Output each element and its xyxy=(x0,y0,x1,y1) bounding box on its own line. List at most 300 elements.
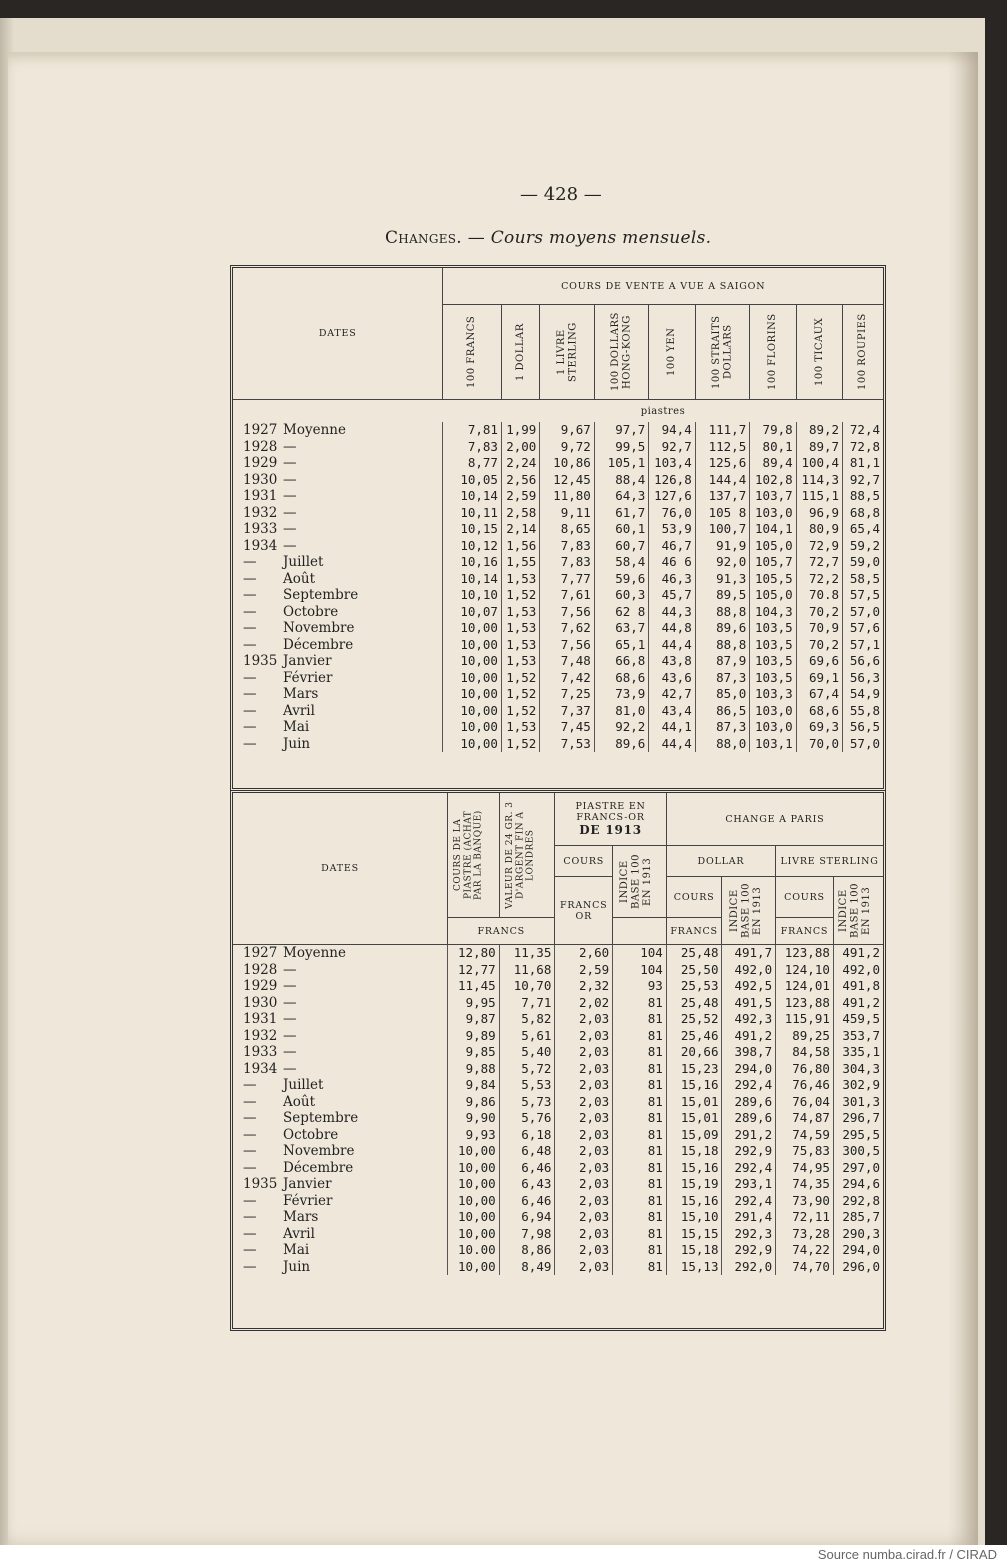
page-number: — 428 — xyxy=(520,184,602,205)
cell-value: 10,00 xyxy=(443,653,502,670)
row-year: — xyxy=(243,669,257,686)
cell-value: 115,1 xyxy=(796,488,842,505)
table-row xyxy=(233,505,883,522)
cell-value: 59,6 xyxy=(594,571,649,588)
cell-value: 10,14 xyxy=(443,571,502,588)
francs-header: FRANCS xyxy=(448,918,555,945)
row-year: 1929 xyxy=(243,455,278,471)
cell-value: 9,67 xyxy=(540,422,595,439)
cell-value: 74,70 xyxy=(776,1259,834,1276)
cell-value: 491,7 xyxy=(722,945,776,962)
cell-value: 292,3 xyxy=(722,1226,776,1243)
cell-value: 88,8 xyxy=(695,604,750,621)
row-year: — xyxy=(243,587,257,603)
cell-value: 72,7 xyxy=(796,554,842,571)
cell-value: 104 xyxy=(613,945,667,962)
row-year: — xyxy=(243,719,257,735)
cell-value: 10,00 xyxy=(443,670,502,687)
cell-value: 398,7 xyxy=(722,1044,776,1061)
table-row xyxy=(233,1044,883,1061)
cell-value: 74,59 xyxy=(776,1127,834,1144)
row-year: — xyxy=(243,620,257,636)
row-label: Novembre xyxy=(283,1143,355,1159)
cell-value: 5,53 xyxy=(499,1077,555,1094)
row-date xyxy=(233,703,443,720)
cell-value: 46,7 xyxy=(649,538,695,555)
table-row xyxy=(233,472,883,489)
cell-value: 25,46 xyxy=(666,1028,722,1045)
cell-value: 7,25 xyxy=(540,686,595,703)
cell-value: 81 xyxy=(613,1061,667,1078)
row-year: — xyxy=(243,1258,257,1275)
cell-value: 73,9 xyxy=(594,686,649,703)
row-label: Décembre xyxy=(283,636,354,653)
cell-value: 1,53 xyxy=(501,620,539,637)
cell-value: 103,7 xyxy=(750,488,796,505)
cell-value: 68,6 xyxy=(594,670,649,687)
cell-value: 115,91 xyxy=(776,1011,834,1028)
table-row xyxy=(233,1226,883,1243)
row-date xyxy=(233,554,443,571)
exchange-table-paris xyxy=(230,790,886,1331)
cell-value: 103,5 xyxy=(750,653,796,670)
row-date xyxy=(233,488,443,505)
cell-value: 2,03 xyxy=(555,1127,613,1144)
cell-value: 103,0 xyxy=(750,719,796,736)
cell-value: 97,7 xyxy=(594,422,649,439)
table-row xyxy=(233,1143,883,1160)
row-year: 1931 xyxy=(243,1011,278,1027)
row-date xyxy=(233,1127,448,1144)
cell-value: 2,03 xyxy=(555,1028,613,1045)
cell-value: 57,6 xyxy=(843,620,883,637)
cell-value: 74,22 xyxy=(776,1242,834,1259)
table-row xyxy=(233,637,883,654)
cell-value: 1,53 xyxy=(501,571,539,588)
row-year: 1928 xyxy=(243,438,278,455)
cell-value: 81 xyxy=(613,1193,667,1210)
cell-value: 7,53 xyxy=(540,736,595,753)
cell-value: 10,07 xyxy=(443,604,502,621)
cell-value: 65,1 xyxy=(594,637,649,654)
col-header-4: 100 YEN xyxy=(649,305,695,400)
col-piastre-achat-header: COURS DE LA PIASTRE (ACHAT PAR LA BANQUE) xyxy=(448,793,500,918)
dollar-francs-header: FRANCS xyxy=(666,918,722,945)
cell-value: 57,0 xyxy=(843,736,883,753)
cell-value: 2,58 xyxy=(501,505,539,522)
cell-value: 6,46 xyxy=(499,1160,555,1177)
cell-value: 7,77 xyxy=(540,571,595,588)
cell-value: 67,4 xyxy=(796,686,842,703)
cell-value: 292,4 xyxy=(722,1077,776,1094)
cell-value: 2,03 xyxy=(555,1011,613,1028)
cell-value: 285,7 xyxy=(833,1209,883,1226)
row-year: — xyxy=(243,554,257,570)
row-year: 1930 xyxy=(243,471,278,488)
cell-value: 81 xyxy=(613,1011,667,1028)
cell-value: 57,1 xyxy=(843,637,883,654)
cell-value: 492,5 xyxy=(722,978,776,995)
cell-value: 103,0 xyxy=(750,703,796,720)
cell-value: 58,5 xyxy=(843,571,883,588)
cell-value: 294,6 xyxy=(833,1176,883,1193)
cell-value: 2,03 xyxy=(555,1044,613,1061)
row-date xyxy=(233,670,443,687)
row-date xyxy=(233,505,443,522)
table-saigon-body xyxy=(233,422,883,752)
row-label: — xyxy=(283,504,297,521)
table-row xyxy=(233,1110,883,1127)
table-row xyxy=(233,1011,883,1028)
cell-value: 15,01 xyxy=(666,1110,722,1127)
cell-value: 81 xyxy=(613,1242,667,1259)
row-date xyxy=(233,1226,448,1243)
cell-value: 8,86 xyxy=(499,1242,555,1259)
cell-value: 291,4 xyxy=(722,1209,776,1226)
cell-value: 10,14 xyxy=(443,488,502,505)
row-label: Septembre xyxy=(283,1110,359,1126)
cell-value: 81 xyxy=(613,995,667,1012)
cell-value: 7,98 xyxy=(499,1226,555,1243)
cell-value: 88,4 xyxy=(594,472,649,489)
cell-value: 2,56 xyxy=(501,472,539,489)
cell-value: 88,8 xyxy=(695,637,750,654)
table-row xyxy=(233,1061,883,1078)
cell-value: 126,8 xyxy=(649,472,695,489)
row-date xyxy=(233,1176,448,1193)
cell-value: 42,7 xyxy=(649,686,695,703)
row-year: 1935 xyxy=(243,653,278,669)
cell-value: 7,83 xyxy=(540,538,595,555)
cell-value: 5,82 xyxy=(499,1011,555,1028)
col-header-0: 100 FRANCS xyxy=(443,305,502,400)
cell-value: 81 xyxy=(613,1226,667,1243)
cell-value: 59,0 xyxy=(843,554,883,571)
row-date xyxy=(233,1044,448,1061)
col-valeur-24gr-header: VALEUR DE 24 GR. 3 D'ARGENT FIN A LONDRES xyxy=(499,793,555,918)
cell-value: 105 8 xyxy=(695,505,750,522)
cell-value: 292,4 xyxy=(722,1160,776,1177)
cell-value: 1,99 xyxy=(501,422,539,439)
cell-value: 92,7 xyxy=(843,472,883,489)
cell-value: 43,6 xyxy=(649,670,695,687)
cell-value: 9,86 xyxy=(448,1094,500,1111)
dollar-header: DOLLAR xyxy=(666,846,775,877)
cell-value: 103,5 xyxy=(750,637,796,654)
cell-value: 10,00 xyxy=(448,1259,500,1276)
cell-value: 15,01 xyxy=(666,1094,722,1111)
table-row xyxy=(233,422,883,439)
livre-francs-header: FRANCS xyxy=(776,918,834,945)
cell-value: 25,52 xyxy=(666,1011,722,1028)
cell-value: 1,53 xyxy=(501,653,539,670)
cell-value: 1,52 xyxy=(501,686,539,703)
col-header-2: 1 LIVRE STERLING xyxy=(540,305,595,400)
cell-value: 2,03 xyxy=(555,1077,613,1094)
cell-value: 7,71 xyxy=(499,995,555,1012)
cell-value: 100,4 xyxy=(796,455,842,472)
cell-value: 491,2 xyxy=(833,995,883,1012)
cell-value: 103,1 xyxy=(750,736,796,753)
cell-value: 81 xyxy=(613,1077,667,1094)
cell-value: 72,4 xyxy=(843,422,883,439)
cell-value: 85,0 xyxy=(695,686,750,703)
table-row xyxy=(233,686,883,703)
cell-value: 11,80 xyxy=(540,488,595,505)
cell-value: 81 xyxy=(613,1209,667,1226)
cell-value: 15,15 xyxy=(666,1226,722,1243)
cell-value: 9,11 xyxy=(540,505,595,522)
cell-value: 15,16 xyxy=(666,1077,722,1094)
cell-value: 69,1 xyxy=(796,670,842,687)
table-row xyxy=(233,1127,883,1144)
cell-value: 59,2 xyxy=(843,538,883,555)
row-label: Moyenne xyxy=(283,422,346,438)
cell-value: 69,6 xyxy=(796,653,842,670)
table-saigon-grid xyxy=(233,268,883,752)
cell-value: 10,70 xyxy=(499,978,555,995)
row-year: 1934 xyxy=(243,1060,278,1077)
row-label: — xyxy=(283,471,297,488)
row-date xyxy=(233,1028,448,1045)
cell-value: 105,1 xyxy=(594,455,649,472)
cell-value: 125,6 xyxy=(695,455,750,472)
cell-value: 491,8 xyxy=(833,978,883,995)
cell-value: 491,2 xyxy=(722,1028,776,1045)
cell-value: 10,00 xyxy=(443,686,502,703)
indice-header: INDICE BASE 100 EN 1913 xyxy=(613,846,667,918)
cell-value: 9,90 xyxy=(448,1110,500,1127)
cell-value: 81 xyxy=(613,1160,667,1177)
row-label: Septembre xyxy=(283,587,359,603)
cell-value: 89,4 xyxy=(750,455,796,472)
cell-value: 25,53 xyxy=(666,978,722,995)
cell-value: 292,9 xyxy=(722,1143,776,1160)
cell-value: 6,43 xyxy=(499,1176,555,1193)
cell-value: 300,5 xyxy=(833,1143,883,1160)
cell-value: 296,0 xyxy=(833,1259,883,1276)
row-label: — xyxy=(283,994,297,1011)
col-header-6: 100 FLORINS xyxy=(750,305,796,400)
cell-value: 15,13 xyxy=(666,1259,722,1276)
row-label: Octobre xyxy=(283,603,339,620)
cell-value: 70,2 xyxy=(796,637,842,654)
col-header-5: 100 STRAITS DOLLARS xyxy=(695,305,750,400)
cell-value: 294,0 xyxy=(722,1061,776,1078)
cell-value: 53,9 xyxy=(649,521,695,538)
row-year: — xyxy=(243,686,257,702)
dates-header-2: DATES xyxy=(233,793,448,945)
cell-value: 8,49 xyxy=(499,1259,555,1276)
table-row xyxy=(233,945,883,962)
table-row xyxy=(233,1160,883,1177)
cell-value: 44,1 xyxy=(649,719,695,736)
row-year: — xyxy=(243,636,257,653)
cell-value: 289,6 xyxy=(722,1094,776,1111)
cell-value: 10,00 xyxy=(448,1193,500,1210)
cell-value: 103,3 xyxy=(750,686,796,703)
group-header-saigon: COURS DE VENTE A VUE A SAIGON xyxy=(443,268,883,305)
cell-value: 65,4 xyxy=(843,521,883,538)
cell-value: 15,23 xyxy=(666,1061,722,1078)
cell-value: 12,80 xyxy=(448,945,500,962)
page-title xyxy=(385,228,711,248)
cell-value: 81,1 xyxy=(843,455,883,472)
cell-value: 492,0 xyxy=(833,962,883,979)
cell-value: 81 xyxy=(613,1143,667,1160)
cell-value: 74,95 xyxy=(776,1160,834,1177)
cell-value: 297,0 xyxy=(833,1160,883,1177)
cell-value: 2,60 xyxy=(555,945,613,962)
table-paris-header xyxy=(233,793,883,945)
row-label: Décembre xyxy=(283,1159,354,1176)
table-row xyxy=(233,604,883,621)
unit-label: piastres xyxy=(640,405,686,417)
cell-value: 10,00 xyxy=(448,1160,500,1177)
cell-value: 292,9 xyxy=(722,1242,776,1259)
cell-value: 45,7 xyxy=(649,587,695,604)
table-row xyxy=(233,962,883,979)
cell-value: 123,88 xyxy=(776,945,834,962)
cell-value: 5,61 xyxy=(499,1028,555,1045)
row-label: Octobre xyxy=(283,1126,339,1143)
table-paris-grid xyxy=(233,793,883,1275)
cell-value: 43,4 xyxy=(649,703,695,720)
table-row xyxy=(233,736,883,753)
cell-value: 68,8 xyxy=(843,505,883,522)
cell-value: 2,03 xyxy=(555,1110,613,1127)
cell-value: 15,18 xyxy=(666,1242,722,1259)
cell-value: 292,4 xyxy=(722,1193,776,1210)
cell-value: 62 8 xyxy=(594,604,649,621)
cell-value: 84,58 xyxy=(776,1044,834,1061)
cell-value: 2,32 xyxy=(555,978,613,995)
cell-value: 87,3 xyxy=(695,719,750,736)
cell-value: 61,7 xyxy=(594,505,649,522)
cell-value: 44,3 xyxy=(649,604,695,621)
cell-value: 63,7 xyxy=(594,620,649,637)
cell-value: 60,3 xyxy=(594,587,649,604)
row-label: Juin xyxy=(283,1258,311,1275)
row-year: — xyxy=(243,603,257,620)
row-year: — xyxy=(243,1077,257,1093)
cell-value: 491,5 xyxy=(722,995,776,1012)
row-date xyxy=(233,472,443,489)
cell-value: 2,03 xyxy=(555,1242,613,1259)
row-label: Mai xyxy=(283,719,310,735)
cell-value: 15,09 xyxy=(666,1127,722,1144)
cell-value: 81,0 xyxy=(594,703,649,720)
cell-value: 124,10 xyxy=(776,962,834,979)
cell-value: 10,15 xyxy=(443,521,502,538)
cell-value: 1,52 xyxy=(501,587,539,604)
row-date xyxy=(233,422,443,439)
cell-value: 10,05 xyxy=(443,472,502,489)
row-label: Juillet xyxy=(283,554,324,570)
cell-value: 89,5 xyxy=(695,587,750,604)
cell-value: 459,5 xyxy=(833,1011,883,1028)
table-row xyxy=(233,1176,883,1193)
cell-value: 10,10 xyxy=(443,587,502,604)
cell-value: 15,18 xyxy=(666,1143,722,1160)
cell-value: 15,16 xyxy=(666,1193,722,1210)
table-row xyxy=(233,571,883,588)
change-paris-header: CHANGE A PARIS xyxy=(666,793,883,846)
livre-indice-header: INDICE BASE 100 EN 1913 xyxy=(833,877,883,945)
indice-spacer xyxy=(613,918,667,945)
cell-value: 1,52 xyxy=(501,670,539,687)
table-row xyxy=(233,1028,883,1045)
row-year: — xyxy=(243,1110,257,1126)
cell-value: 2,02 xyxy=(555,995,613,1012)
table-row xyxy=(233,587,883,604)
cell-value: 76,04 xyxy=(776,1094,834,1111)
row-date xyxy=(233,653,443,670)
row-year: 1928 xyxy=(243,961,278,978)
cell-value: 9,89 xyxy=(448,1028,500,1045)
cell-value: 74,35 xyxy=(776,1176,834,1193)
row-label: Août xyxy=(283,1093,315,1110)
cell-value: 9,88 xyxy=(448,1061,500,1078)
cell-value: 105,0 xyxy=(750,587,796,604)
table-row xyxy=(233,1242,883,1259)
row-date xyxy=(233,962,448,979)
cell-value: 295,5 xyxy=(833,1127,883,1144)
cell-value: 58,4 xyxy=(594,554,649,571)
cell-value: 10,00 xyxy=(448,1226,500,1243)
row-date xyxy=(233,1011,448,1028)
row-date xyxy=(233,995,448,1012)
row-date xyxy=(233,455,443,472)
row-year: 1930 xyxy=(243,994,278,1011)
cell-value: 60,7 xyxy=(594,538,649,555)
row-date xyxy=(233,736,443,753)
row-year: 1935 xyxy=(243,1176,278,1192)
row-label: Avril xyxy=(283,702,315,719)
cell-value: 7,45 xyxy=(540,719,595,736)
livre-cours-header: COURS xyxy=(776,877,834,918)
row-year: 1927 xyxy=(243,945,278,961)
cell-value: 1,52 xyxy=(501,736,539,753)
cell-value: 68,6 xyxy=(796,703,842,720)
row-year: — xyxy=(243,1192,257,1209)
cell-value: 66,8 xyxy=(594,653,649,670)
cell-value: 20,66 xyxy=(666,1044,722,1061)
row-date xyxy=(233,538,443,555)
row-year: — xyxy=(243,1209,257,1225)
cell-value: 15,16 xyxy=(666,1160,722,1177)
table-row xyxy=(233,455,883,472)
cell-value: 91,3 xyxy=(695,571,750,588)
cell-value: 25,50 xyxy=(666,962,722,979)
cell-value: 6,94 xyxy=(499,1209,555,1226)
cell-value: 302,9 xyxy=(833,1077,883,1094)
cell-value: 99,5 xyxy=(594,439,649,456)
cell-value: 7,81 xyxy=(443,422,502,439)
cell-value: 25,48 xyxy=(666,945,722,962)
row-date xyxy=(233,686,443,703)
row-label: — xyxy=(283,537,297,554)
row-label: Août xyxy=(283,570,315,587)
cell-value: 15,10 xyxy=(666,1209,722,1226)
row-date xyxy=(233,1259,448,1276)
cell-value: 10,00 xyxy=(443,719,502,736)
cell-value: 492,0 xyxy=(722,962,776,979)
cell-value: 54,9 xyxy=(843,686,883,703)
cell-value: 294,0 xyxy=(833,1242,883,1259)
cell-value: 70,2 xyxy=(796,604,842,621)
cell-value: 290,3 xyxy=(833,1226,883,1243)
